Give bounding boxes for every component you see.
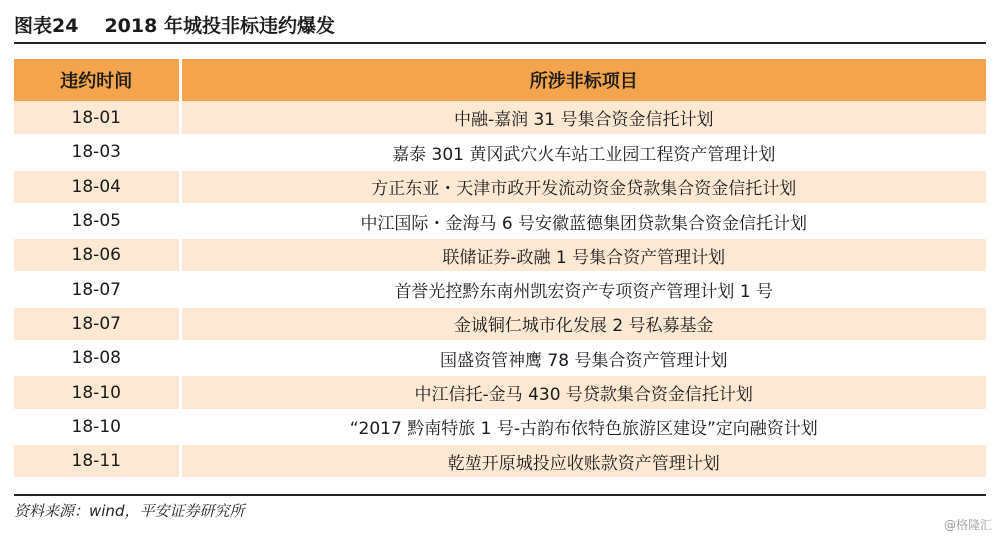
figure-title: 2018 年城投非标违约爆发: [104, 14, 335, 37]
table-row: [14, 204, 986, 238]
cell-date: 18-03: [14, 135, 180, 169]
cell-project: 金诚铜仁城市化发展 2 号私募基金: [180, 307, 986, 341]
cell-date: 18-10: [14, 375, 180, 409]
table-row: [14, 341, 986, 375]
cell-project: 中江信托-金马 430 号贷款集合资金信托计划: [180, 375, 986, 409]
figure-title-bar: [14, 6, 986, 44]
watermark: @格隆汇: [943, 518, 992, 532]
cell-date: 18-11: [14, 444, 180, 478]
table-row: [14, 238, 986, 272]
cell-project: 国盛资管神鹰 78 号集合资产管理计划: [180, 341, 986, 375]
table-row: [14, 307, 986, 341]
cell-date: 18-08: [14, 341, 180, 375]
table-row: [14, 101, 986, 135]
cell-project: 嘉泰 301 黄冈武穴火车站工业园工程资产管理计划: [180, 135, 986, 169]
cell-date: 18-06: [14, 238, 180, 272]
cell-date: 18-07: [14, 272, 180, 306]
figure-number: 图表24: [14, 14, 79, 37]
table-row: [14, 410, 986, 444]
cell-project: “2017 黔南特旅 1 号-古韵布依特色旅游区建设”定向融资计划: [180, 410, 986, 444]
header-project: 所涉非标项目: [529, 71, 638, 92]
cell-date: 18-05: [14, 204, 180, 238]
cell-project: 中融-嘉润 31 号集合资金信托计划: [180, 101, 986, 135]
cell-date: 18-01: [14, 101, 180, 135]
cell-project: 首誉光控黔东南州凯宏资产专项资产管理计划 1 号: [180, 272, 986, 306]
cell-project: 方正东亚・天津市政开发流动资金贷款集合资金信托计划: [180, 170, 986, 204]
table-header-row: [14, 59, 986, 101]
table-row: [14, 444, 986, 478]
default-table: [14, 59, 986, 479]
source-note: 资料来源：wind，平安证券研究所: [14, 494, 986, 521]
table-row: [14, 170, 986, 204]
table-row: [14, 135, 986, 169]
header-date: 违约时间: [14, 59, 180, 101]
cell-date: 18-07: [14, 307, 180, 341]
table-row: [14, 272, 986, 306]
cell-project: 乾堃开原城投应收账款资产管理计划: [180, 444, 986, 478]
cell-project: 联储证券-政融 1 号集合资产管理计划: [180, 238, 986, 272]
cell-project: 中江国际・金海马 6 号安徽蓝德集团贷款集合资金信托计划: [180, 204, 986, 238]
cell-date: 18-10: [14, 410, 180, 444]
cell-date: 18-04: [14, 170, 180, 204]
table-row: [14, 375, 986, 409]
